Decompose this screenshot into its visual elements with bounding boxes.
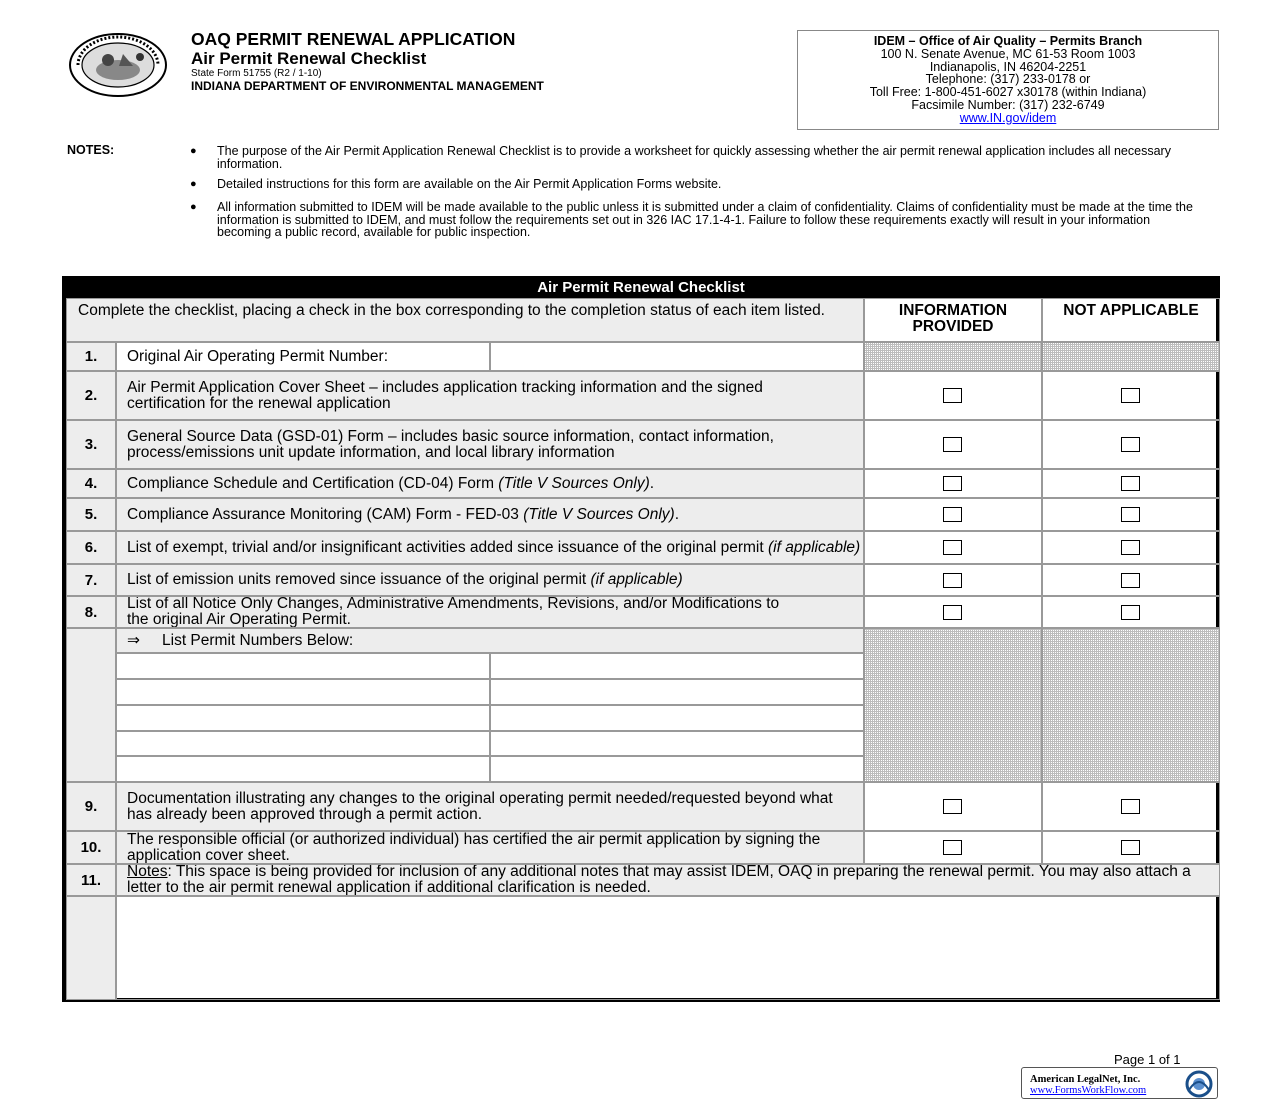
- checkbox-provided[interactable]: [943, 605, 962, 620]
- checkbox-not-applicable[interactable]: [1121, 437, 1140, 452]
- row-number: 4.: [66, 469, 116, 498]
- row-italic-note: (Title V Sources Only): [523, 505, 675, 523]
- row-italic-note: (Title V Sources Only): [498, 474, 650, 492]
- cell-not-applicable: [1042, 371, 1220, 420]
- cell-provided: [864, 469, 1042, 498]
- row-description: [116, 498, 864, 531]
- form-title: OAQ PERMIT RENEWAL APPLICATION: [191, 29, 516, 49]
- permit-number-field[interactable]: [116, 705, 490, 731]
- row-description: [116, 564, 864, 596]
- address-telephone: Telephone: (317) 233-0178 or: [925, 72, 1091, 87]
- cell-not-applicable: [1042, 564, 1220, 596]
- note-text: All information submitted to IDEM will be made available to the public unless it is submitted under a claim of confidentiality. Claims of confidentiality must be made at the time the information is submitted to IDEM, and must follow the requirements set out in 326 IAC 17.1-4-1. Failure to follow these requirements exactly will result in your information becoming a public record, available for public inspection.: [217, 200, 1193, 239]
- permit-number-field[interactable]: [116, 731, 490, 756]
- checkbox-provided[interactable]: [943, 476, 962, 491]
- cell-provided: [864, 371, 1042, 420]
- row-description: Air Permit Application Cover Sheet – includes application tracking information and the signed certification for the renewal application: [116, 371, 864, 420]
- row-text-end: .: [674, 505, 680, 523]
- column-header-not-applicable: NOT APPLICABLE: [1042, 298, 1220, 342]
- form-header: [191, 30, 751, 93]
- vendor-name: American LegalNet, Inc.: [1030, 1074, 1141, 1085]
- form-subtitle: Air Permit Renewal Checklist: [191, 49, 427, 68]
- row-description: The responsible official (or authorized individual) has certified the air permit application by signing the application cover sheet.: [116, 831, 864, 864]
- row-number: 2.: [66, 371, 116, 420]
- note-item: [190, 201, 1205, 239]
- notes-number-spacer: [66, 896, 116, 1000]
- row-number: 7.: [66, 564, 116, 596]
- vendor-link[interactable]: www.FormsWorkFlow.com: [1030, 1085, 1147, 1096]
- shaded-cell: [864, 342, 1042, 371]
- additional-notes-textarea[interactable]: [116, 896, 1220, 1000]
- row-description: General Source Data (GSD-01) Form – includes basic source information, contact information, process/emissions unit update information, and local library information: [116, 420, 864, 469]
- checklist-instructions: Complete the checklist, placing a check in the box corresponding to the completion status of each item listed.: [66, 298, 864, 342]
- row-description: Original Air Operating Permit Number:: [116, 342, 490, 371]
- row-number: 9.: [66, 782, 116, 831]
- checkbox-not-applicable[interactable]: [1121, 476, 1140, 491]
- row-description: Documentation illustrating any changes to the original operating permit needed/requested beyond what has already been approved through a permit action.: [116, 782, 864, 831]
- row-number-spacer: [66, 628, 116, 782]
- checkbox-not-applicable[interactable]: [1121, 540, 1140, 555]
- permit-number-field[interactable]: [490, 653, 864, 679]
- row-text: : This space is being provided for inclusion of any additional notes that may assist IDEM, OAQ in preparing the renewal permit. You may also attach a letter to the air permit renewal application if additional clarification is needed.: [127, 864, 1191, 896]
- checkbox-not-applicable[interactable]: [1121, 605, 1140, 620]
- checklist-table: [62, 276, 1220, 1002]
- notes-label: NOTES:: [67, 143, 115, 157]
- checkbox-not-applicable[interactable]: [1121, 840, 1140, 855]
- checkbox-not-applicable[interactable]: [1121, 573, 1140, 588]
- cell-not-applicable: [1042, 420, 1220, 469]
- form-number: State Form 51755 (R2 / 1-10): [191, 68, 322, 79]
- row-text: List of exempt, trivial and/or insignificant activities added since issuance of the original permit: [127, 538, 764, 556]
- row-description: [116, 469, 864, 498]
- permit-list-text: List Permit Numbers Below:: [162, 631, 354, 649]
- note-item: [190, 145, 1205, 170]
- cell-provided: [864, 564, 1042, 596]
- shaded-cell: [1042, 628, 1220, 782]
- cell-not-applicable: [1042, 596, 1220, 628]
- row-number: 3.: [66, 420, 116, 469]
- permit-number-field[interactable]: [490, 756, 864, 782]
- cell-provided: [864, 596, 1042, 628]
- cell-not-applicable: [1042, 531, 1220, 564]
- row-number: 8.: [66, 596, 116, 628]
- cell-provided: [864, 420, 1042, 469]
- page-number: Page 1 of 1: [1114, 1052, 1181, 1067]
- state-seal-icon: [68, 32, 168, 98]
- row-description: [116, 864, 1220, 896]
- row-number: 1.: [66, 342, 116, 371]
- checkbox-not-applicable[interactable]: [1121, 388, 1140, 403]
- row-description: [116, 531, 864, 564]
- checklist-title: Air Permit Renewal Checklist: [64, 278, 1218, 298]
- checkbox-provided[interactable]: [943, 840, 962, 855]
- cell-not-applicable: [1042, 469, 1220, 498]
- row-text: Compliance Schedule and Certification (CD-04) Form: [127, 474, 494, 492]
- bullet-icon: ●: [190, 145, 197, 157]
- permit-number-field[interactable]: [116, 756, 490, 782]
- checkbox-not-applicable[interactable]: [1121, 799, 1140, 814]
- cell-not-applicable: [1042, 498, 1220, 531]
- row-text-end: .: [649, 474, 655, 492]
- permit-number-field[interactable]: [490, 731, 864, 756]
- shaded-cell: [1042, 342, 1220, 371]
- checklist-body: [64, 298, 1218, 1000]
- permit-number-input[interactable]: [490, 342, 864, 371]
- row-number: 11.: [66, 864, 116, 896]
- address-fax: Facsimile Number: (317) 232-6749: [911, 97, 1105, 112]
- cell-not-applicable: [1042, 782, 1220, 831]
- permit-number-field[interactable]: [116, 653, 490, 679]
- cell-provided: [864, 782, 1042, 831]
- address-street: 100 N. Senate Avenue, MC 61-53 Room 1003: [880, 46, 1136, 61]
- vendor-badge: [1021, 1067, 1218, 1099]
- vendor-logo-icon: [1185, 1070, 1213, 1098]
- row-italic-note: (if applicable): [590, 571, 683, 588]
- shaded-cell: [864, 628, 1042, 782]
- row-number: 6.: [66, 531, 116, 564]
- contact-address-box: [797, 30, 1219, 130]
- permit-number-field[interactable]: [490, 705, 864, 731]
- row-number: 5.: [66, 498, 116, 531]
- checkbox-provided[interactable]: [943, 573, 962, 588]
- note-text: Detailed instructions for this form are available on the Air Permit Application Forms website.: [217, 177, 722, 191]
- cell-provided: [864, 831, 1042, 864]
- notes-label-underlined: Notes: [127, 864, 168, 880]
- cell-provided: [864, 498, 1042, 531]
- checkbox-provided[interactable]: [943, 799, 962, 814]
- bullet-icon: ●: [190, 178, 197, 190]
- row-description: List of all Notice Only Changes, Administrative Amendments, Revisions, and/or Modifications to the original Air Operating Permit.: [116, 596, 864, 628]
- cell-not-applicable: [1042, 831, 1220, 864]
- checkbox-provided[interactable]: [943, 540, 962, 555]
- permit-list-label: [116, 628, 864, 653]
- row-text: List of emission units removed since issuance of the original permit: [127, 571, 587, 588]
- checkbox-not-applicable[interactable]: [1121, 507, 1140, 522]
- row-text: Compliance Assurance Monitoring (CAM) Form - FED-03: [127, 505, 519, 523]
- checkbox-provided[interactable]: [943, 507, 962, 522]
- checkbox-provided[interactable]: [943, 437, 962, 452]
- row-italic-note: (if applicable): [768, 538, 861, 556]
- address-office: IDEM – Office of Air Quality – Permits Branch: [873, 34, 1143, 48]
- row-number: 10.: [66, 831, 116, 864]
- checkbox-provided[interactable]: [943, 388, 962, 403]
- cell-provided: [864, 531, 1042, 564]
- note-text: The purpose of the Air Permit Application Renewal Checklist is to provide a worksheet for quickly assessing whether the air permit renewal application includes all necessary information.: [217, 144, 1171, 171]
- column-header-provided: INFORMATION PROVIDED: [864, 298, 1042, 342]
- idem-website-link[interactable]: www.IN.gov/idem: [959, 110, 1057, 125]
- permit-number-field[interactable]: [490, 679, 864, 705]
- address-tollfree: Toll Free: 1-800-451-6027 x30178 (within Indiana): [869, 85, 1147, 100]
- agency-name: INDIANA DEPARTMENT OF ENVIRONMENTAL MANAGEMENT: [191, 79, 544, 93]
- arrow-icon: ⇒: [127, 631, 140, 649]
- bullet-icon: ●: [190, 201, 197, 213]
- note-item: [190, 178, 1205, 191]
- address-city: Indianapolis, IN 46204-2251: [929, 59, 1087, 74]
- permit-number-field[interactable]: [116, 679, 490, 705]
